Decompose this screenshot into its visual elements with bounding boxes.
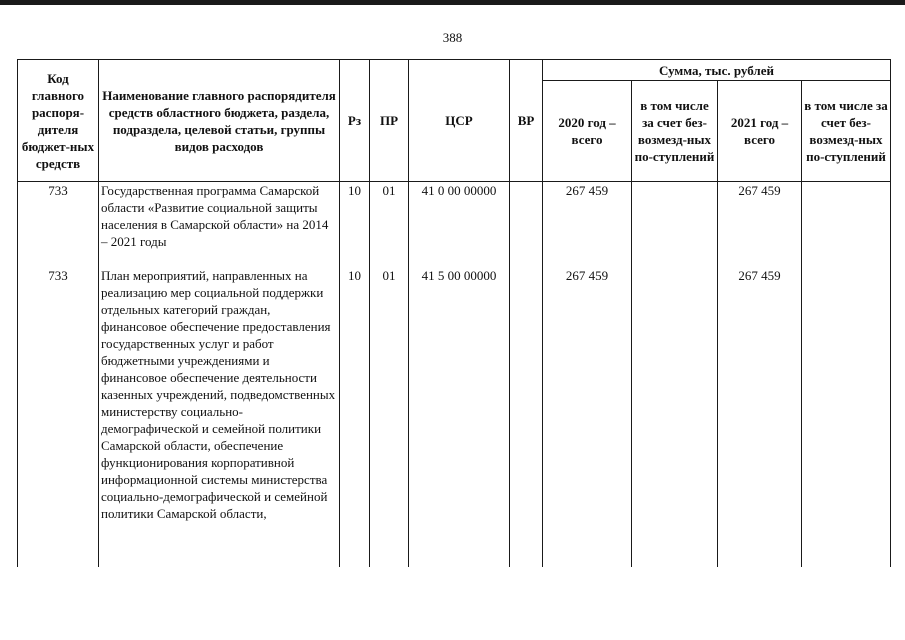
cell-code: 733 xyxy=(18,182,99,268)
budget-table xyxy=(17,59,891,567)
cell-rz: 10 xyxy=(340,182,370,268)
header-2020-nonrepayable: в том числе за счет без-возмезд-ных по-ступлений xyxy=(632,81,718,182)
cell-2020-total: 267 459 xyxy=(543,182,632,268)
table-row xyxy=(18,267,891,567)
cell-2020-nonrepayable xyxy=(632,267,718,567)
cell-2021-nonrepayable xyxy=(802,267,891,567)
header-pr: ПР xyxy=(370,60,409,182)
header-rz: Рз xyxy=(340,60,370,182)
cell-rz: 10 xyxy=(340,267,370,567)
cell-name: План мероприятий, направленных на реализацию мер социальной поддержки отдельных категорий граждан, финансовое обеспечение предоставления государственных услуг и работ бюджетными учреждениями и финансовое обеспечение деятельности казенных учреждений, подведомственных министерству социально-демографической и семейной политики Самарской области, обеспечение функционирования корпоративной информационной системы министерства социально-демографической и семейной политики Самарской области, xyxy=(99,267,340,567)
cell-2020-nonrepayable xyxy=(632,182,718,268)
cell-2021-total: 267 459 xyxy=(718,267,802,567)
page-number: 388 xyxy=(442,30,463,45)
cell-name: Государственная программа Самарской области «Развитие социальной защиты населения в Самарской области» на 2014 – 2021 годы xyxy=(99,182,340,268)
header-code: Код главного распоря-дителя бюджет-ных средств xyxy=(18,60,99,182)
header-vr: ВР xyxy=(510,60,543,182)
cell-pr: 01 xyxy=(370,267,409,567)
header-sum: Сумма, тыс. рублей xyxy=(543,60,891,81)
table-row xyxy=(18,182,891,268)
top-border-bar xyxy=(0,0,905,5)
cell-vr xyxy=(510,182,543,268)
header-2021-total: 2021 год – всего xyxy=(718,81,802,182)
cell-2021-nonrepayable xyxy=(802,182,891,268)
header-2021-nonrepayable: в том числе за счет без-возмезд-ных по-ступлений xyxy=(802,81,891,182)
cell-csr: 41 0 00 00000 xyxy=(409,182,510,268)
cell-2021-total: 267 459 xyxy=(718,182,802,268)
header-2020-total: 2020 год – всего xyxy=(543,81,632,182)
cell-pr: 01 xyxy=(370,182,409,268)
cell-csr: 41 5 00 00000 xyxy=(409,267,510,567)
header-csr: ЦСР xyxy=(409,60,510,182)
cell-2020-total: 267 459 xyxy=(543,267,632,567)
header-name: Наименование главного распорядителя средств областного бюджета, раздела, подраздела, целевой статьи, группы видов расходов xyxy=(99,60,340,182)
cell-vr xyxy=(510,267,543,567)
cell-code: 733 xyxy=(18,267,99,567)
